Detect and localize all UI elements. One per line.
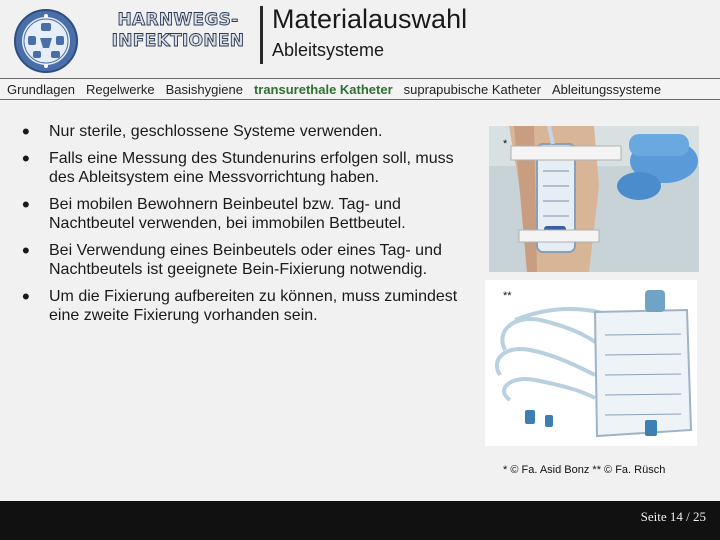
footer-bar (0, 501, 720, 540)
page-subtitle: Ableitsysteme (272, 40, 385, 60)
leg-bag-photo (489, 126, 699, 272)
image-credits: * © Fa. Asid Bonz ** © Fa. Rüsch (503, 464, 666, 476)
hospital-logo-icon (13, 8, 79, 74)
image-marker-2: ** (503, 290, 512, 302)
bullet-icon: • (22, 192, 30, 217)
brand-logo-text (104, 10, 252, 52)
list-item (20, 119, 470, 144)
bullet-text: Falls eine Messung des Stundenurins erfolgen soll, muss des Ableitsystem eine Messvorrichtung haben. (49, 150, 454, 186)
bullet-list (20, 119, 470, 325)
bullet-icon: • (22, 146, 30, 171)
bullet-icon: • (22, 119, 30, 144)
nav-item-basishygiene[interactable]: Basishygiene (165, 81, 243, 97)
list-item (20, 146, 470, 187)
urine-bag-photo (485, 280, 697, 446)
bullet-icon: • (22, 284, 30, 309)
nav-item-suprapubische-katheter[interactable]: suprapubische Katheter (403, 81, 541, 97)
nav-item-transurethale-katheter[interactable]: transurethale Katheter (253, 81, 393, 97)
bullet-icon: • (22, 238, 30, 263)
nav-item-regelwerke[interactable]: Regelwerke (85, 81, 155, 97)
bullet-text: Bei mobilen Bewohnern Beinbeutel bzw. Tag- und Nachtbeutel verwenden, bei immobilen Bettbeutel. (49, 196, 406, 232)
bullet-text: Nur sterile, geschlossene Systeme verwenden. (49, 123, 383, 140)
list-item (20, 284, 470, 325)
bullet-text: Bei Verwendung eines Beinbeutels oder eines Tag- und Nachtbeutels ist geeignete Bein-Fixierung notwendig. (49, 242, 442, 278)
nav-item-grundlagen[interactable]: Grundlagen (7, 81, 75, 97)
page-title: Materialauswahl (272, 4, 468, 34)
header-divider (260, 6, 263, 64)
list-item (20, 238, 470, 279)
list-item (20, 192, 470, 233)
page-number: Seite 14 / 25 (640, 509, 706, 524)
brand-line-2: INFEKTIONEN (111, 31, 245, 51)
image-marker-1: * (503, 138, 508, 150)
brand-line-1: HARNWEGS- (117, 10, 239, 30)
nav-item-ableitungssysteme[interactable]: Ableitungssysteme (551, 81, 662, 97)
bullet-text: Um die Fixierung aufbereiten zu können, muss zumindest eine zweite Fixierung vorhanden sein. (49, 288, 458, 324)
top-navigation (0, 78, 720, 100)
